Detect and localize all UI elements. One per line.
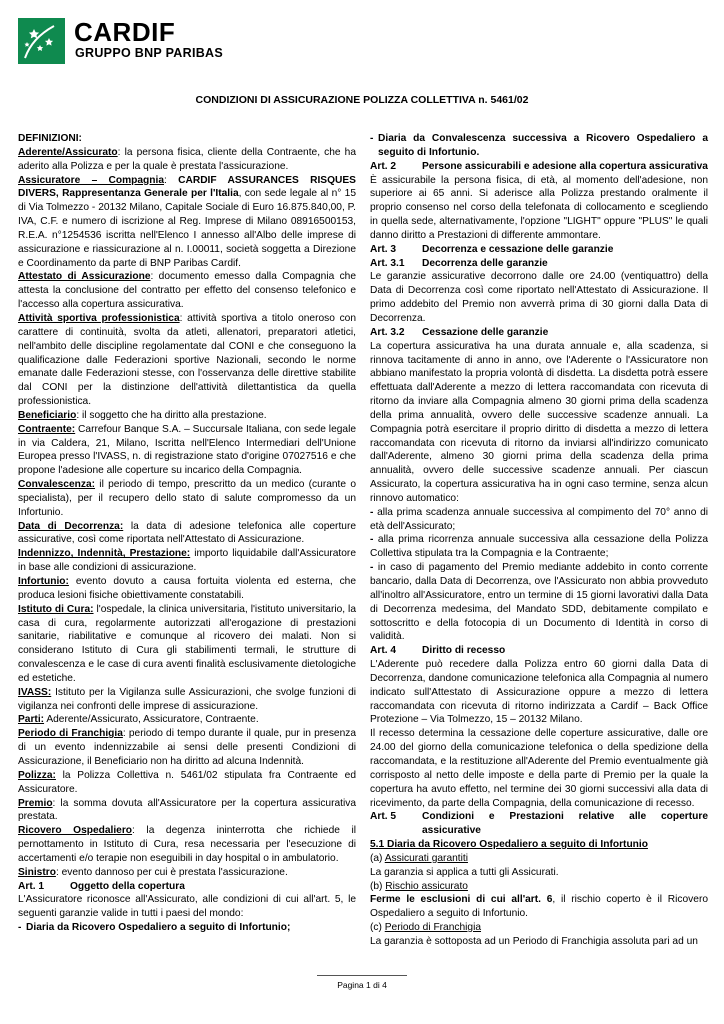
paragraph: L'Assicuratore riconosce all'Assicurato, alle condizioni di cui all'art. 5, le seguenti garanzie valide in tutti i paesi del mondo: [18, 894, 356, 920]
list-item: - Diaria da Convalescenza successiva a Ricovero Ospedaliero a seguito di Infortunio. [370, 133, 708, 158]
definition: Infortunio: evento dovuto a causa fortuita violenta ed esterna, che produca lesioni fisiche obiettivamente constatabili. [18, 576, 356, 601]
definition: Premio: la somma dovuta all'Assicuratore per la copertura assicurativa prestata. [18, 797, 356, 823]
cardif-logo [18, 18, 238, 64]
definitions-heading: DEFINIZIONI: [18, 133, 82, 144]
paragraph: Le garanzie assicurative decorrono dalle ore 24.00 (ventiquattro) della Data di Decorrenza così come riportato nell'Attestato di Assicurazione. Il primo addebito del Premio non avverrà prima di 30 giorni dalla Data di Decorrenza. [370, 271, 708, 324]
paragraph: L'Aderente può recedere dalla Polizza entro 60 giorni dalla Data di Decorrenza, dandone comunicazione telefonica alla Compagnia al numero indicato sull'Attestato di Assicurazione oppure a mezzo di lettera raccomandata con ricevuta di ritorno indirizzata a Cardif – Back Office Protezione – Via Tolmezzo, 15 – 20132 Milano. [370, 659, 708, 726]
paragraph: La garanzia è sottoposta ad un Periodo di Franchigia assoluta pari ad un [370, 935, 698, 947]
logo-stars-icon [18, 18, 65, 64]
brand-group: GRUPPO BNP PARIBAS [75, 46, 224, 60]
subsection-heading: (c) Periodo di Franchigia [370, 922, 482, 934]
definition: Beneficiario: il soggetto che ha diritto alla prestazione. [18, 409, 267, 421]
article-heading: Art. 2 Persone assicurabili e adesione alla copertura assicurativa [370, 160, 708, 172]
paragraph: La garanzia si applica a tutti gli Assicurati. [370, 866, 559, 878]
definition: Contraente: Carrefour Banque S.A. – Succursale Italiana, con sede legale in via Caldera, 21, Milano, Iscritta nell'Elenco Intermediari dell'Unione Europea presso l'IVASS, n. di registrazione stato d'origine 07027516 e che propone l'adesione alle coperture su incarico della Compagnia. [18, 423, 356, 477]
article-subheading: Art. 3.2 Cessazione delle garanzie [370, 326, 549, 338]
list-item: - alla prima scadenza annuale successiva al compimento del 70° anno di età dell'Assicurato; [370, 506, 708, 532]
paragraph: Ferme le esclusioni di cui all'art. 6, il rischio coperto è il Ricovero Ospedaliero a seguito di Infortunio. [370, 894, 708, 920]
list-item: - Diaria da Ricovero Ospedaliero a seguito di Infortunio; [18, 922, 291, 934]
page-number: Pagina 1 di 4 [337, 980, 387, 990]
brand-name: CARDIF [74, 17, 176, 47]
article-subheading: Art. 3.1 Decorrenza delle garanzie [370, 257, 548, 269]
list-item: - in caso di pagamento del Premio mediante addebito in conto corrente bancario, dalla Data di Decorrenza, ove l'Assicurato non abbia provveduto all'inoltro all'Assicuratore, entro un termine di 15 giorni lavorativi dalla Data di Decorrenza medesima, del Mandato SDD, debitamente compilato e sottoscritto e della fotocopia di un Documento di Identità in corso di validità. [370, 562, 708, 643]
list-item: - alla prima ricorrenza annuale successiva alla cessazione della Polizza Collettiva stipulata tra la Compagnia e la Contraente; [370, 534, 708, 560]
subsection-heading: (b) Rischio assicurato [370, 880, 468, 892]
paragraph: La copertura assicurativa ha una durata annuale e, alla scadenza, si rinnova tacitamente di anno in anno, ove l'Aderente o l'Assicuratore non abbiano manifestato la propria volontà di disdetta. La disdetta potrà essere effettuata dall'Aderente a mezzo di lettera raccomandata con ricevuta di ritorno da inviare alla Compagnia almeno 30 giorni prima della scadenza della prima annualità, ovvero delle successive scadenze annuali. La Compagnia potrà esercitare il proprio diritto di disdetta a mezzo di lettera raccomandata con ricevuta di ritorno da inviarsi all'indirizzo comunicato dall'Aderente, almeno 30 giorni prima della scadenza della prima annualità, ovvero delle successive scadenze annuali. Per ciascun Assicurato, la copertura assicurativa ha in ogni caso termine, senza alcun rinnovo automatico: [370, 340, 708, 504]
definition: Parti: Aderente/Assicurato, Assicuratore, Contraente. [18, 714, 259, 726]
definition: Sinistro: evento dannoso per cui è prestata l'assicurazione. [18, 866, 288, 878]
right-column [370, 132, 708, 949]
definition: Attestato di Assicurazione: documento emesso dalla Compagnia che attesta la conclusione del contratto per effetto del consenso telefonico e l'accesso alla copertura assicurativa. [18, 271, 356, 311]
definition: Ricovero Ospedaliero: la degenza ininterrotta che richiede il pernottamento in Istituto di Cura, resa necessaria per l'esecuzione di accertamenti e/o terapie non eseguibili in day hospital o in ambulatorio. [18, 825, 357, 864]
footer-divider [317, 975, 407, 976]
definition: Attività sportiva professionistica: attività sportiva a titolo oneroso con carattere di continuità, svolta da atleti, allenatori, preparatori atletici, nell'ambito delle discipline regolamentate dal CONI e che conseguono la qualificazione dalle Federazioni sportive Nazionali, secondo le norme emanate dalle Federazioni stesse, con l'osservanza delle direttive stabilite dal CONI per la distinzione dell'attività dilettantistica da quella professionistica. [18, 312, 356, 408]
definition: Convalescenza: il periodo di tempo, prescritto da un medico (curante o specialista), per il recupero dello stato di salute compromesso da un Infortunio. [18, 479, 356, 518]
definition: Indennizzo, Indennità, Prestazione: importo liquidabile dall'Assicuratore in base alle condizioni di assicurazione. [18, 548, 356, 574]
paragraph: È assicurabile la persona fisica, di età, al momento dell'adesione, non superiore ai 65 anni. Si aderisce alla Polizza prestando oralmente il proprio consenso nel corso della telefonata di collocamento e scegliendo in quella sede, alternativamente, l'opzione "LIGHT" oppure "PLUS" le quali danno diritto a Prestazioni di differente ammontare. [370, 174, 708, 241]
article-heading: Art. 4 Diritto di recesso [370, 645, 506, 657]
left-column [18, 132, 356, 935]
section-heading: 5.1 Diaria da Ricovero Ospedaliero a seguito di Infortunio [370, 839, 648, 851]
definition: Istituto di Cura: l'ospedale, la clinica universitaria, l'istituto universitario, la casa di cura, regolarmente autorizzati all'erogazione di prestazioni sanitarie, riabilitative e comunque al ricovero dei malati. Non si considerano Istituto di Cura gli stabilimenti termali, le strutture di convalescenza e le case di cura aventi finalità esclusivamente dietologiche ed estetiche. [18, 603, 356, 684]
article-heading: Art. 1 Oggetto della copertura [18, 880, 185, 892]
definition: Polizza: la Polizza Collettiva n. 5461/02 stipulata fra Contraente ed Assicuratore. [18, 769, 356, 795]
subsection-heading: (a) Assicurati garantiti [370, 852, 468, 864]
definition: Data di Decorrenza: la data di adesione telefonica alle coperture assicurative, così come riportata nell'Attestato di Assicurazione. [18, 520, 356, 546]
definition: Periodo di Franchigia: periodo di tempo durante il quale, pur in presenza di un evento indennizzabile ai sensi delle presenti Condizioni di Assicurazione, il Beneficiario non ha diritto ad alcuna Indennità. [18, 728, 357, 767]
article-heading: Art. 3 Decorrenza e cessazione delle garanzie [370, 243, 614, 255]
article-heading: Art. 5 Condizioni e Prestazioni relative alle coperture assicurative [370, 811, 708, 837]
document-title: CONDIZIONI DI ASSICURAZIONE POLIZZA COLLETTIVA n. 5461/02 [195, 94, 529, 106]
paragraph: Il recesso determina la cessazione delle coperture assicurative, dalle ore 24.00 del giorno della comunicazione telefonica o della spedizione della raccomandata, e la restituzione all'Aderente del Premio eventualmente già corrisposto al netto delle imposte e della parte di Premio per la quale la copertura ha avuto effetto, nel termine dei 30 giorni successivi alla data di ricevimento, da parte della Compagnia, della comunicazione di recesso. [370, 728, 708, 809]
definition: Assicuratore – Compagnia: CARDIF ASSURANCES RISQUES DIVERS, Rappresentanza Generale per l'Italia, con sede legale al n° 15 di Via Tolmezzo - 20132 Milano, Capitale Sociale di Euro 16.875.840,00, P. IVA, C.F. e numero di iscrizione al Reg. Imprese di Milano 08916500153, R.E.A. n°1254536 iscritta nell'Elenco I annesso all'Albo delle imprese di assicurazione e riassicurazione al n. I.00011, società soggetta a Direzione e Coordinamento da parte di BNP Paribas Cardif. [18, 174, 356, 269]
definition: Aderente/Assicurato: la persona fisica, cliente della Contraente, che ha aderito alla Polizza e per la quale è prestata l'assicurazione. [18, 146, 356, 172]
definition: IVASS: Istituto per la Vigilanza sulle Assicurazioni, che svolge funzioni di vigilanza nei confronti delle imprese di assicurazione. [18, 686, 356, 712]
